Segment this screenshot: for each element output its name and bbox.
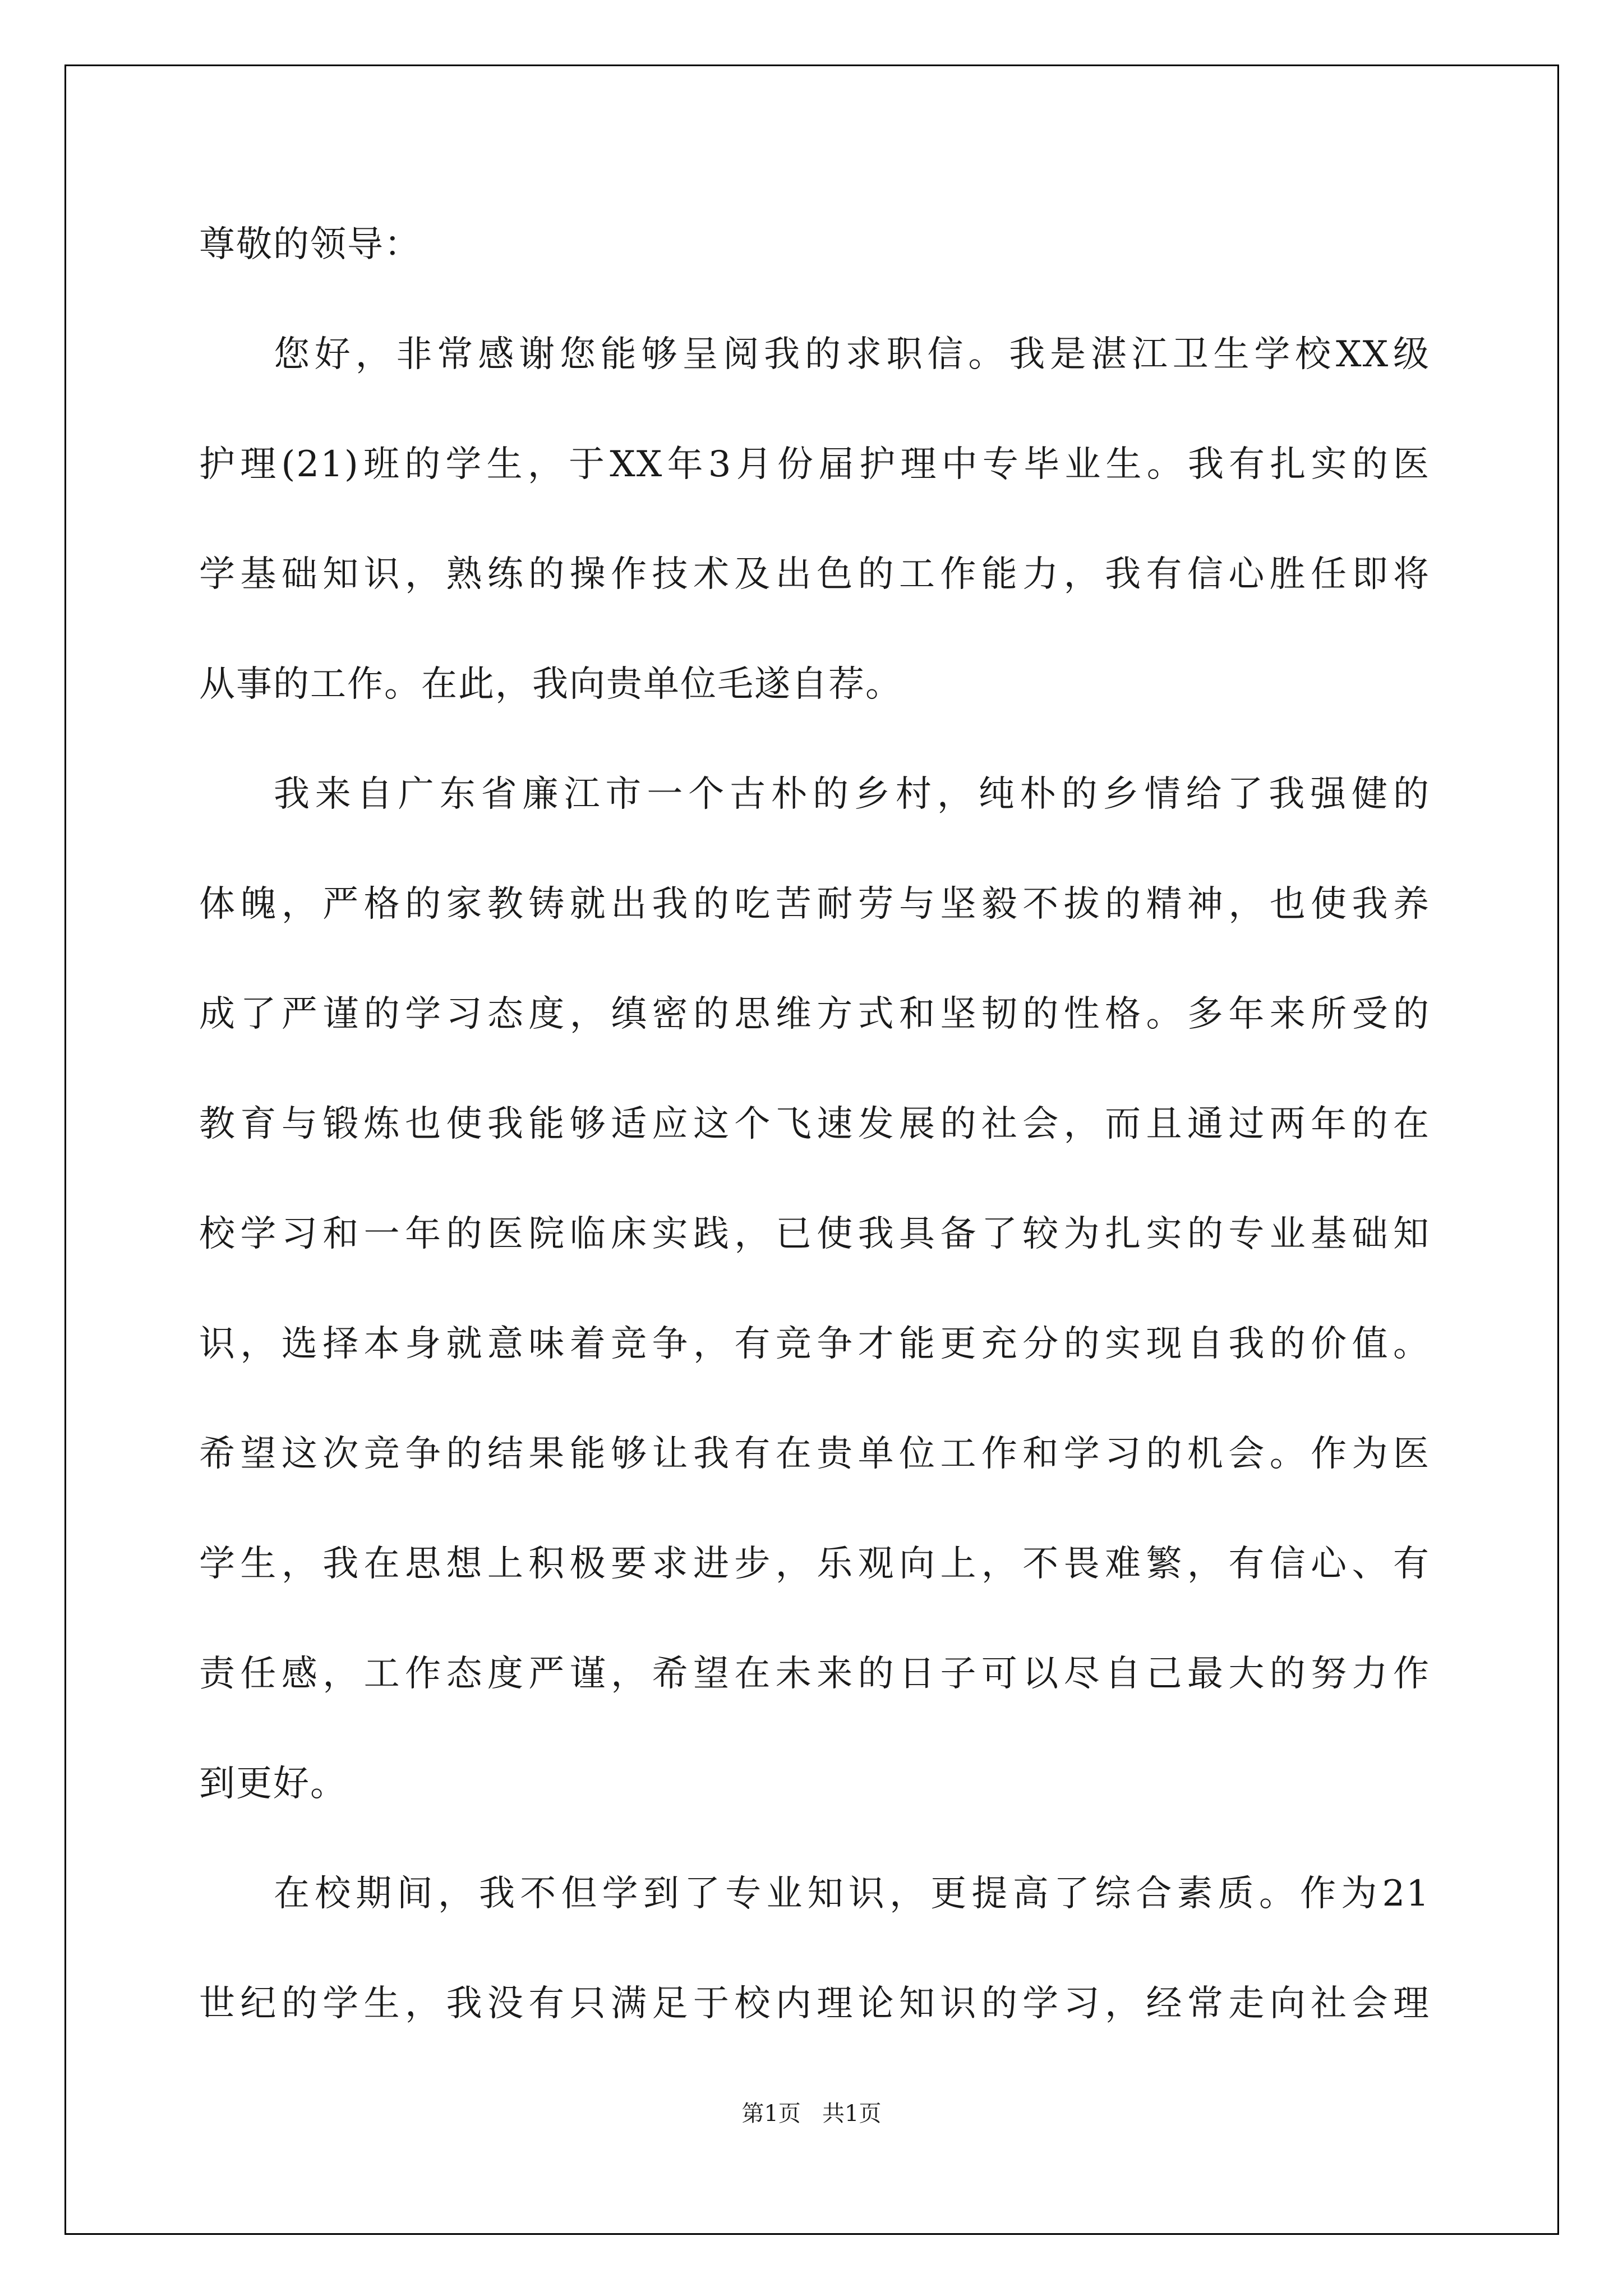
text-line: 到更好。 bbox=[199, 1763, 347, 1805]
letter-text bbox=[199, 326, 1430, 2032]
text-line: 学生，我在思想上积极要求进步，乐观向上，不畏难繁，有信心、有 bbox=[199, 1543, 1430, 1585]
text-line: 责任感，工作态度严谨，希望在未来的日子可以尽自己最大的努力作 bbox=[199, 1653, 1430, 1695]
text-line: 校学习和一年的医院临床实践，已使我具备了较为扎实的专业基础知 bbox=[199, 1213, 1430, 1255]
letter-body bbox=[199, 216, 1430, 2085]
text-line: 教育与锻炼也使我能够适应这个飞速发展的社会，而且通过两年的在 bbox=[199, 1103, 1430, 1145]
text-line: 体魄，严格的家教铸就出我的吃苦耐劳与坚毅不拔的精神，也使我养 bbox=[199, 884, 1430, 925]
text-line: 成了严谨的学习态度，缜密的思维方式和坚韧的性格。多年来所受的 bbox=[199, 993, 1430, 1035]
text-line: 从事的工作。在此，我向贵单位毛遂自荐。 bbox=[199, 664, 902, 705]
text-line: 世纪的学生，我没有只满足于校内理论知识的学习，经常走向社会理 bbox=[199, 1983, 1430, 2024]
page-number-footer: 第1页 共1页 bbox=[741, 2101, 882, 2127]
salutation: 尊敬的领导： bbox=[199, 224, 421, 265]
text-line: 希望这次竞争的结果能够让我有在贵单位工作和学习的机会。作为医 bbox=[199, 1433, 1430, 1475]
text-line: 学基础知识，熟练的操作技术及出色的工作能力，我有信心胜任即将 bbox=[199, 554, 1430, 595]
text-line: 护理(21)班的学生，于XX年3月份届护理中专毕业生。我有扎实的医 bbox=[199, 444, 1430, 485]
text-line: 您好，非常感谢您能够呈阅我的求职信。我是湛江卫生学校XX级 bbox=[274, 334, 1430, 375]
text-line: 我来自广东省廉江市一个古朴的乡村，纯朴的乡情给了我强健的 bbox=[274, 774, 1430, 815]
text-line: 识，选择本身就意味着竞争，有竞争才能更充分的实现自我的价值。 bbox=[199, 1323, 1430, 1365]
text-line: 在校期间，我不但学到了专业知识，更提高了综合素质。作为21 bbox=[274, 1873, 1430, 1915]
